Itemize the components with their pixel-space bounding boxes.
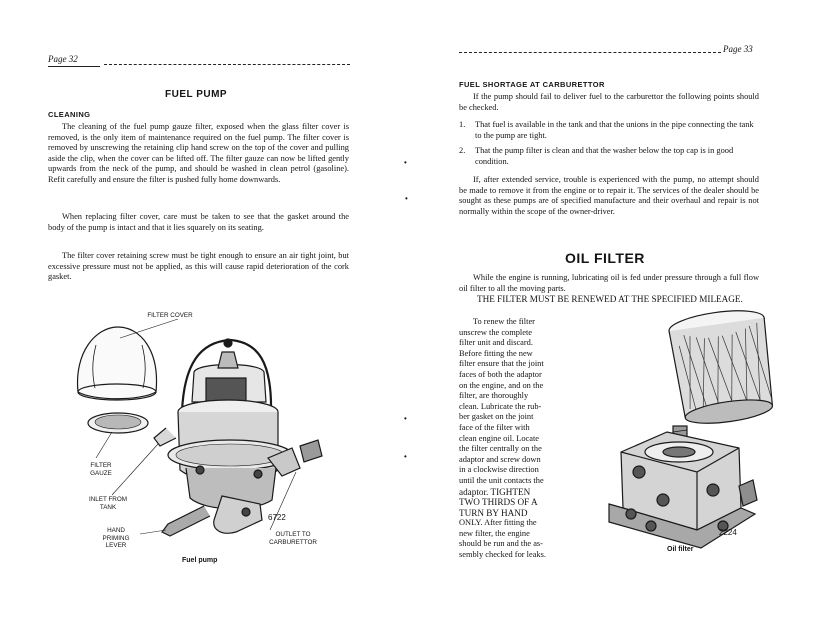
- instruction-line: face of the filter with: [459, 422, 530, 432]
- cleaning-paragraph-3: The filter cover retaining screw must be tight enough to ensure an air tight joint, but excessive pressure must not be applied, as this will cause rapid deterioration of the cork gasket.: [48, 251, 349, 282]
- instruction-line: filter ensure that the joint: [459, 359, 544, 369]
- instruction-line: until the unit contacts the: [459, 475, 544, 485]
- page-number-left: Page 32: [48, 54, 78, 64]
- figure-number-6722: 6722: [268, 513, 286, 522]
- instruction-line: should be run and the as-: [459, 539, 543, 549]
- cleaning-paragraph-1: The cleaning of the fuel pump gauze filter, exposed when the glass filter cover is removed, is the only item of maintenance required on the fuel pump. The filter cover is removed by unscrewing the retaining clip hand screw on the top of the cover and pulling aside the clip, when the cover can be lifted off. The filter gauze can now be lifted gently upwards from the neck of the pump, and should be washed in clean petrol (gasoline). Refit carefully and ensure the filter is pushed fully home downwards.: [48, 122, 349, 184]
- priming-lever: [162, 506, 210, 536]
- inlet-nozzle: [154, 428, 176, 446]
- gutter-mark: •: [404, 452, 407, 461]
- instruction-line: Before fitting the new: [459, 348, 533, 358]
- instruction-line: To renew the filter: [473, 317, 535, 326]
- oil-filter-canister: [667, 306, 777, 428]
- page-number-right: Page 33: [723, 44, 753, 54]
- instruction-line: TURN BY HAND: [459, 507, 528, 518]
- label-inlet-from-tank: INLET FROM TANK: [88, 496, 128, 511]
- instruction-line: on the engine, and on the: [459, 380, 544, 390]
- left-page: [0, 0, 405, 629]
- cleaning-heading: CLEANING: [48, 110, 91, 119]
- cleaning-paragraph-2: When replacing filter cover, care must be taken to see that the gasket around the body of the pump is intact and that it lies squarely on its seating.: [48, 212, 349, 232]
- check-item-number: 1.: [459, 120, 466, 129]
- fuel-shortage-intro: If the pump should fail to deliver fuel to the carburettor the following points should be checked.: [459, 92, 759, 112]
- check-item-number: 2.: [459, 146, 466, 155]
- instruction-line: ber gasket on the joint: [459, 412, 534, 422]
- right-page: [405, 0, 815, 629]
- instruction-line: new filter, the engine: [459, 528, 530, 538]
- instruction-line: clean engine oil. Locate: [459, 433, 539, 443]
- oil-filter-renew-warning: THE FILTER MUST BE RENEWED AT THE SPECIFIED MILEAGE.: [477, 294, 743, 304]
- label-filter-cover: FILTER COVER: [147, 312, 193, 319]
- oil-filter-caption: Oil filter: [667, 546, 694, 553]
- instruction-line: filter unit and discard.: [459, 338, 533, 348]
- instruction-line: TWO THIRDS OF A: [459, 497, 538, 508]
- instruction-line: adaptor. TIGHTEN: [459, 486, 531, 497]
- label-hand-priming-lever: HAND PRIMING LEVER: [102, 527, 130, 549]
- gutter-mark: •: [404, 158, 407, 167]
- fuel-shortage-heading: FUEL SHORTAGE AT CARBURETTOR: [459, 80, 605, 89]
- fuel-pump-title: FUEL PUMP: [165, 89, 228, 100]
- instruction-line: clean. Lubricate the rub-: [459, 401, 542, 411]
- instruction-line: in a clockwise direction: [459, 465, 539, 475]
- figure-number-2224: 2224: [719, 528, 737, 537]
- label-filter-gauze: FILTER GAUZE: [90, 462, 112, 477]
- service-paragraph: If, after extended service, trouble is experienced with the pump, no attempt should be made to remove it from the engine or to repair it. The services of the dealer should be sought as these pumps are of specified manufacture and their overhaul and repair is not normally within the scope of the owner-driver.: [459, 175, 759, 216]
- instruction-line: the filter centrally on the: [459, 444, 542, 454]
- check-item-text: That the pump filter is clean and that the washer below the top cap is in good condition.: [475, 146, 734, 166]
- instruction-line: sembly checked for leaks.: [459, 550, 546, 560]
- oil-filter-title: OIL FILTER: [565, 250, 645, 266]
- oil-filter-illustration: [405, 0, 815, 629]
- oil-filter-intro: While the engine is running, lubricating oil is fed under pressure through a full flow oil filter to all the moving parts.: [459, 273, 759, 293]
- fuel-pump-illustration: [0, 0, 405, 629]
- gutter-mark: •: [405, 194, 408, 203]
- instruction-line: adaptor and screw down: [459, 454, 541, 464]
- instruction-line: faces of both the adaptor: [459, 369, 542, 379]
- label-outlet-to-carburettor: OUTLET TO CARBURETTOR: [269, 531, 317, 546]
- instruction-line: ONLY. After fitting the: [459, 518, 537, 528]
- fuel-pump-caption: Fuel pump: [182, 557, 218, 564]
- instruction-line: filter, are thoroughly: [459, 391, 529, 401]
- instruction-line: unscrew the complete: [459, 327, 533, 337]
- check-item-text: That fuel is available in the tank and that the unions in the pipe connecting the tank to the pump are tight.: [475, 120, 754, 140]
- gutter-mark: •: [404, 414, 407, 423]
